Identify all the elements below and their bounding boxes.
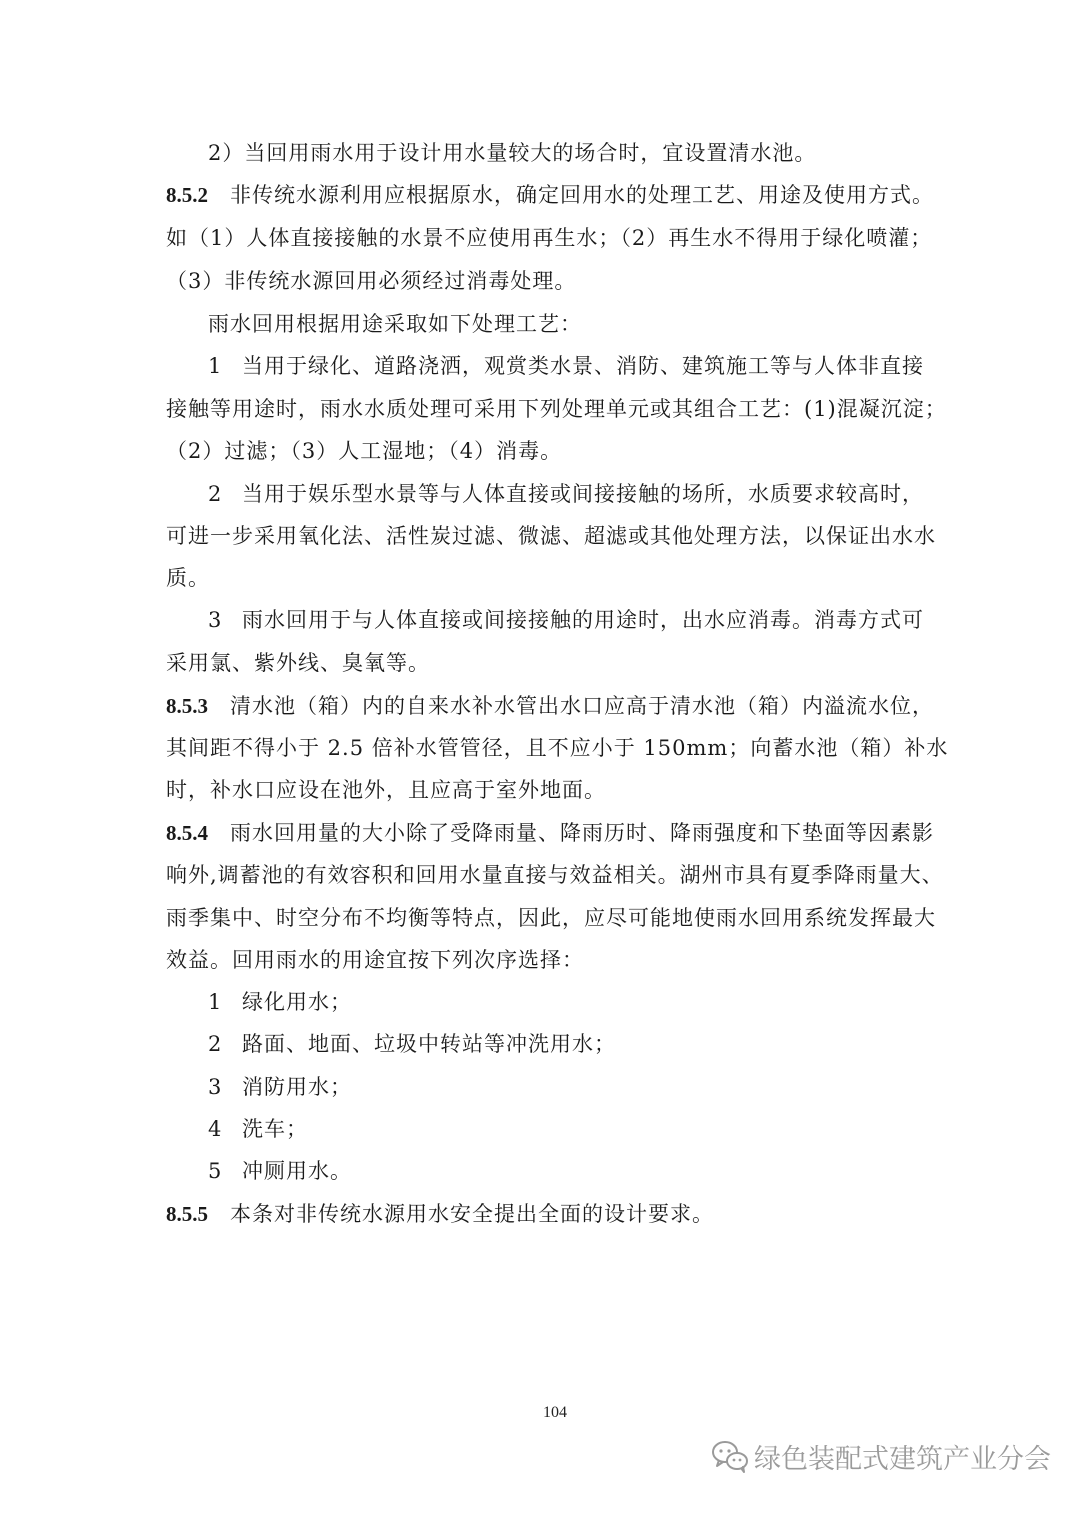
paragraph-line: （2）过滤；（3）人工湿地；（4）消毒。 — [166, 439, 563, 463]
item-number: 2 — [208, 1032, 223, 1056]
clause-line: 8.5.3 清水池（箱）内的自来水补水管出水口应高于清水池（箱）内溢流水位， — [166, 691, 916, 721]
clause-number: 8.5.4 — [166, 821, 208, 845]
clause-number: 8.5.2 — [166, 183, 208, 207]
list-item: 3 雨水回用于与人体直接或间接接触的用途时，出水应消毒。消毒方式可 — [208, 605, 958, 635]
paragraph-line: 雨季集中、时空分布不均衡等特点，因此，应尽可能地使雨水回用系统发挥最大 — [166, 906, 936, 930]
clause-line: 8.5.2 非传统水源利用应根据原水，确定回用水的处理工艺、用途及使用方式。 — [166, 180, 916, 210]
item-number: 3 — [208, 1075, 223, 1099]
paragraph-line: 采用氯、紫外线、臭氧等。 — [166, 651, 430, 675]
item-number: 5 — [208, 1159, 223, 1183]
clause-number: 8.5.3 — [166, 694, 208, 718]
paragraph-line: 效益。回用雨水的用途宜按下列次序选择： — [166, 948, 584, 972]
list-item: 3 消防用水； — [208, 1072, 958, 1102]
list-item: 2 路面、地面、垃圾中转站等冲洗用水； — [208, 1029, 958, 1059]
clause-line: 8.5.4 雨水回用量的大小除了受降雨量、降雨历时、降雨强度和下垫面等因素影 — [166, 818, 916, 848]
watermark-text: 绿色装配式建筑产业分会 — [754, 1443, 1051, 1475]
paragraph-line: （3）非传统水源回用必须经过消毒处理。 — [166, 269, 577, 293]
paragraph-line: 接触等用途时，雨水水质处理可采用下列处理单元或其组合工艺：(1)混凝沉淀； — [166, 397, 947, 421]
wechat-icon — [710, 1439, 750, 1473]
item-number: 1 — [208, 354, 223, 378]
item-number: 4 — [208, 1117, 223, 1141]
list-item: 4 洗车； — [208, 1114, 958, 1144]
item-number: 3 — [208, 608, 223, 632]
paragraph-line: 时，补水口应设在池外，且应高于室外地面。 — [166, 778, 606, 802]
paragraph-line: 可进一步采用氧化法、活性炭过滤、微滤、超滤或其他处理方法，以保证出水水 — [166, 524, 936, 548]
list-item: 1 绿化用水； — [208, 987, 958, 1017]
clause-line: 8.5.5 本条对非传统水源用水安全提出全面的设计要求。 — [166, 1199, 916, 1229]
paragraph-line: 雨水回用根据用途采取如下处理工艺： — [208, 312, 582, 336]
list-item: 2 当用于娱乐型水景等与人体直接或间接接触的场所，水质要求较高时， — [208, 479, 958, 509]
list-item: 5 冲厕用水。 — [208, 1156, 958, 1186]
watermark — [710, 1436, 1051, 1476]
item-number: 1 — [208, 990, 223, 1014]
item-number: 2 — [208, 482, 223, 506]
paragraph-line: 2）当回用雨水用于设计用水量较大的场合时，宜设置清水池。 — [208, 141, 817, 165]
paragraph-line: 其间距不得小于 2.5 倍补水管管径，且不应小于 150mm；向蓄水池（箱）补水 — [166, 736, 949, 760]
page-number: 104 — [543, 1404, 567, 1421]
paragraph-line: 如（1）人体直接接触的水景不应使用再生水；（2）再生水不得用于绿化喷灌； — [166, 226, 933, 250]
list-item: 1 当用于绿化、道路浇洒，观赏类水景、消防、建筑施工等与人体非直接 — [208, 351, 958, 381]
paragraph-line: 响外,调蓄池的有效容积和回用水量直接与效益相关。湖州市具有夏季降雨量大、 — [166, 863, 944, 887]
clause-number: 8.5.5 — [166, 1202, 208, 1226]
paragraph-line: 质。 — [166, 566, 210, 590]
